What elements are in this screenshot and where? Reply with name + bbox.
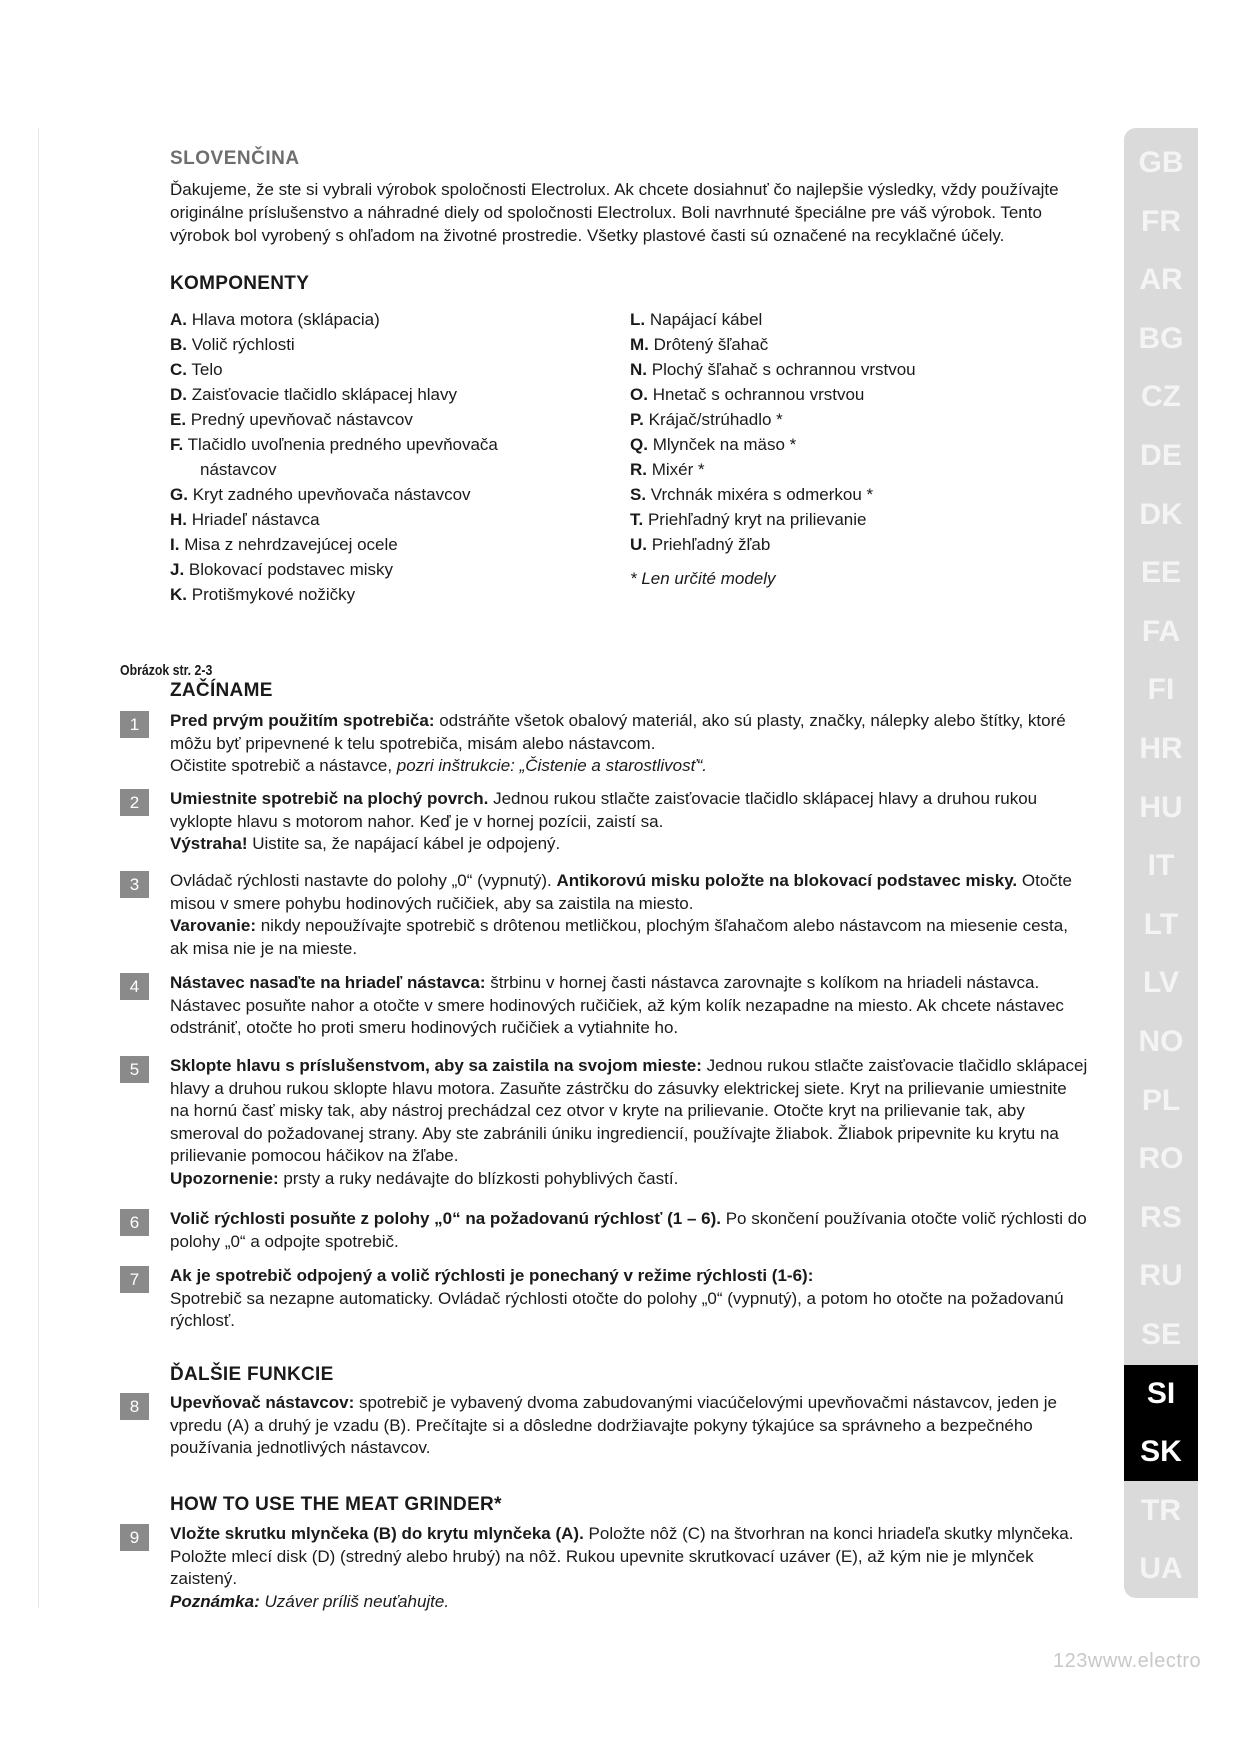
component-item xyxy=(630,507,1090,532)
component-item xyxy=(170,457,630,482)
component-letter: U. xyxy=(630,535,647,554)
language-tab-bg[interactable]: BG xyxy=(1138,321,1184,355)
component-letter: S. xyxy=(630,485,647,504)
component-name: Kryt zadného upevňovača nástavcov xyxy=(192,485,471,504)
component-name: Priehľadný kryt na prilievanie xyxy=(647,510,867,529)
step-number-badge: 6 xyxy=(120,1209,149,1236)
step-body: Jednou rukou stlačte zaisťovacie tlačidlo sklápacej hlavy a druhou rukou sklopte hlavu motora. Zasuňte zástrčku do zásuvky elektrickej siete. Kryt na prilievanie umiestnite na hornú časť misky tak, aby nástroj prechádzal cez otvor v kryte na prilievanie. Otočte kryt na prilievanie tak, aby smeroval do požadovanej strany. Aby ste zabránili úniku ingrediencií, používajte žliabok. Žliabok pripevnite ku krytu na prilievanie pomocou háčikov na žľabe. xyxy=(170,1056,1088,1165)
language-tab-hu[interactable]: HU xyxy=(1139,790,1183,824)
component-item xyxy=(630,482,1090,507)
step-number-badge: 9 xyxy=(120,1524,149,1551)
component-name: Plochý šľahač s ochrannou vrstvou xyxy=(651,360,916,379)
component-letter: H. xyxy=(170,510,187,529)
step-body: Jednou rukou stlačte zaisťovacie tlačidlo sklápacej hlavy a druhou rukou vyklopte hlavu s motorom nahor. Keď je v hornej pozícii, zaistí sa. xyxy=(170,789,1038,831)
component-name: Vrchnák mixéra s odmerkou * xyxy=(650,485,874,504)
step-note-label: Výstraha! xyxy=(170,834,248,853)
step-note-label: Varovanie: xyxy=(170,916,256,935)
component-item xyxy=(630,457,1090,482)
step-number-badge: 4 xyxy=(120,973,149,1000)
step-paragraph xyxy=(170,1523,1090,1591)
component-item xyxy=(170,532,630,557)
step-paragraph xyxy=(170,755,1090,778)
language-tab-ar[interactable]: AR xyxy=(1139,263,1183,297)
step-number-badge: 5 xyxy=(120,1056,149,1083)
step-title: Upevňovač nástavcov: xyxy=(170,1393,355,1412)
component-item xyxy=(170,507,630,532)
step-number-badge: 7 xyxy=(120,1266,149,1293)
component-name: Drôtený šľahač xyxy=(653,335,769,354)
step-number-badge: 8 xyxy=(120,1393,149,1420)
step-number-badge: 1 xyxy=(120,711,149,738)
step-note-text: Spotrebič sa nezapne automaticky. Ovládač rýchlosti otočte do polohy „0“ (vypnutý), a potom ho otočte na požadovanú rýchlosť. xyxy=(170,1288,1064,1330)
step-title: Volič rýchlosti posuňte z polohy „0“ na požadovanú rýchlosť (1 – 6). xyxy=(170,1209,721,1228)
component-name: Volič rýchlosti xyxy=(191,335,295,354)
component-name: Blokovací podstavec misky xyxy=(188,560,394,579)
step-text xyxy=(170,1265,1090,1333)
language-tab-hr[interactable]: HR xyxy=(1139,732,1183,765)
component-letter: T. xyxy=(630,510,644,529)
language-heading: SLOVENČINA xyxy=(170,148,300,169)
step-paragraph xyxy=(170,870,1090,915)
language-tab-no[interactable]: NO xyxy=(1138,1025,1184,1058)
language-tab-rs[interactable]: RS xyxy=(1140,1200,1182,1234)
language-tab-dk[interactable]: DK xyxy=(1139,497,1183,531)
step-text xyxy=(170,710,1090,778)
step-body: Po skončení používania otočte volič rýchlosti do polohy „0“ a odpojte spotrebič. xyxy=(170,1209,1087,1251)
figure-reference: Obrázok str. 2-3 xyxy=(120,662,213,679)
step-note xyxy=(170,1168,1090,1191)
component-letter: M. xyxy=(630,335,649,354)
step-text xyxy=(170,870,1090,960)
component-name: Zaisťovacie tlačidlo sklápacej hlavy xyxy=(191,385,458,404)
language-tabs xyxy=(1124,128,1198,1598)
language-tab-sk[interactable]: SK xyxy=(1124,1423,1198,1481)
component-item xyxy=(170,357,630,382)
component-name: Predný upevňovač nástavcov xyxy=(190,410,413,429)
intro-paragraph: Ďakujeme, že ste si vybrali výrobok spoločnosti Electrolux. Ak chcete dosiahnuť čo najlepšie výsledky, vždy používajte originálne príslušenstvo a náhradné diely od spoločnosti Electrolux. Boli navrhnuté špeciálne pre váš výrobok. Tento výrobok bol vyrobený s ohľadom na životné prostredie. Všetky plastové časti sú označené na recyklačné účely. xyxy=(170,180,1059,245)
component-letter: I. xyxy=(170,535,180,554)
meat-grinder-heading: HOW TO USE THE MEAT GRINDER* xyxy=(170,1494,502,1515)
components-list xyxy=(170,307,1090,607)
component-name: Napájací kábel xyxy=(649,310,763,329)
component-item xyxy=(170,407,630,432)
component-letter: P. xyxy=(630,410,644,429)
step-text xyxy=(170,1523,1090,1613)
language-tab-si[interactable]: SI xyxy=(1124,1365,1198,1423)
component-item xyxy=(630,332,1090,357)
language-tab-se[interactable]: SE xyxy=(1140,1318,1182,1351)
component-letter: B. xyxy=(170,335,187,354)
step-title: Umiestnite spotrebič na plochý povrch. xyxy=(170,789,489,808)
language-tab-tr[interactable]: TR xyxy=(1141,1493,1181,1527)
component-letter: Q. xyxy=(630,435,648,454)
step-paragraph xyxy=(170,1055,1090,1168)
step-text xyxy=(170,1392,1090,1460)
component-letter: O. xyxy=(630,385,648,404)
component-letter: F. xyxy=(170,435,184,454)
language-tab-ee[interactable]: EE xyxy=(1140,556,1182,590)
step-body: Očistite spotrebič a nástavce, xyxy=(170,756,397,775)
intro-block xyxy=(170,148,1090,607)
component-item xyxy=(170,307,630,332)
step-note xyxy=(170,1288,1090,1333)
step-number-badge: 3 xyxy=(120,871,149,898)
language-tab-pl[interactable]: PL xyxy=(1141,1083,1181,1117)
language-tab-de[interactable]: DE xyxy=(1140,439,1182,472)
components-heading: KOMPONENTY xyxy=(170,273,310,294)
step-note xyxy=(170,915,1090,960)
component-name: Hnetač s ochrannou vrstvou xyxy=(652,385,865,404)
language-tab-cz[interactable]: CZ xyxy=(1141,380,1181,414)
component-name: Priehľadný žľab xyxy=(651,535,771,554)
component-letter: D. xyxy=(170,385,187,404)
step-note-text: Uzáver príliš neuťahujte. xyxy=(259,1591,450,1611)
step-text xyxy=(170,972,1090,1040)
component-item xyxy=(170,557,630,582)
component-item xyxy=(170,432,630,457)
step-body: spotrebič je vybavený dvoma zabudovanými viacúčelovými upevňovačmi nástavcov, jeden je vpredu (A) a druhý je vzadu (B). Prečítajte si a dôsledne dodržiavajte pokyny týkajúce sa správneho a bezpečného používania jednotlivých nástavcov. xyxy=(170,1393,1057,1457)
component-name: Mixér * xyxy=(651,460,705,479)
component-letter: L. xyxy=(630,310,646,329)
component-item xyxy=(630,307,1090,332)
step-title: Nástavec nasaďte na hriadeľ nástavca: xyxy=(170,973,486,992)
component-letter: G. xyxy=(170,485,188,504)
components-left-column xyxy=(170,307,630,607)
component-name: Hlava motora (sklápacia) xyxy=(191,310,380,329)
component-name: Krájač/strúhadlo * xyxy=(648,410,783,429)
component-name: nástavcov xyxy=(200,460,277,479)
component-name: Tlačidlo uvoľnenia predného upevňovača xyxy=(187,435,498,454)
language-tab-ua[interactable]: UA xyxy=(1139,1552,1183,1586)
language-tab-fr[interactable]: FR xyxy=(1141,204,1181,238)
step-body: štrbinu v hornej časti nástavca zarovnajte s kolíkom na hriadeli nástavca. Nástavec posuňte nahor a otočte v smere hodinových ručičiek, až kým kolík nezapadne na miesto. Ak chcete nástavec odstrániť, otočte ho proti smeru hodinových ručičiek a vytiahnite ho. xyxy=(170,973,1064,1037)
step-note-label: Upozornenie: xyxy=(170,1168,279,1188)
step-note xyxy=(170,1591,1090,1614)
step-text xyxy=(170,1208,1090,1253)
step-body: Otočte misou v smere pohybu hodinových ručičiek, aby sa zaistila na miesto. xyxy=(170,871,1072,913)
component-name: Telo xyxy=(191,360,223,379)
language-tab-gb[interactable]: GB xyxy=(1138,146,1184,179)
step-note xyxy=(170,833,1090,856)
component-item xyxy=(630,382,1090,407)
step-text xyxy=(170,1055,1090,1190)
language-tab-lt[interactable]: LT xyxy=(1143,907,1179,941)
step-title: Sklopte hlavu s príslušenstvom, aby sa zaistila na svojom mieste: xyxy=(170,1056,702,1075)
component-name: Mlynček na mäso * xyxy=(652,435,797,454)
step-reference: pozri inštrukcie: „Čistenie a starostlivosť“. xyxy=(396,756,708,775)
component-item xyxy=(630,407,1090,432)
component-item xyxy=(630,432,1090,457)
language-tab-fa[interactable]: FA xyxy=(1141,614,1181,648)
step-intro-text: Ovládač rýchlosti nastavte do polohy „0“ (vypnutý). xyxy=(170,871,557,890)
component-name: Hriadeľ nástavca xyxy=(191,510,320,529)
language-tab-ru[interactable]: RU xyxy=(1139,1259,1183,1293)
step-body: odstráňte všetok obalový materiál, ako sú plasty, značky, nálepky alebo štítky, ktoré môžu byť pripevnené k telu spotrebiča, misám alebo nástavcom. xyxy=(170,711,1066,753)
component-letter: N. xyxy=(630,360,647,379)
language-tab-lv[interactable]: LV xyxy=(1142,966,1180,1000)
page-margin-rule xyxy=(38,128,39,1608)
step-note-text: Uistite sa, že napájací kábel je odpojený. xyxy=(247,834,561,853)
component-item xyxy=(170,332,630,357)
step-title: Ak je spotrebič odpojený a volič rýchlosti je ponechaný v režime rýchlosti (1-6): xyxy=(170,1266,814,1285)
step-number-badge: 2 xyxy=(120,789,149,816)
component-letter: R. xyxy=(630,460,647,479)
language-tab-ro[interactable]: RO xyxy=(1138,1142,1184,1176)
step-note-text: prsty a ruky nedávajte do blízkosti pohyblivých častí. xyxy=(278,1168,679,1188)
step-title: Pred prvým použitím spotrebiča: xyxy=(170,711,435,730)
language-tab-fi[interactable]: FI xyxy=(1147,673,1175,707)
step-note-label: Poznámka: xyxy=(170,1591,260,1611)
step-paragraph xyxy=(170,1265,1090,1288)
step-title: Antikorovú misku položte na blokovací podstavec misky. xyxy=(556,871,1018,890)
step-paragraph xyxy=(170,788,1090,833)
component-letter: A. xyxy=(170,310,187,329)
components-right-column xyxy=(630,307,1090,607)
watermark: 123www.electro xyxy=(1053,1650,1202,1672)
component-letter: E. xyxy=(170,410,187,429)
models-footnote: * Len určité modely xyxy=(630,569,776,588)
step-note-text: nikdy nepoužívajte spotrebič s drôtenou metličkou, plochým šľahačom alebo nástavcom na miesenie cesta, ak misa nie je na mieste. xyxy=(170,916,1068,958)
component-letter: C. xyxy=(170,360,187,379)
component-item xyxy=(170,382,630,407)
component-name: Protišmykové nožičky xyxy=(191,585,356,604)
component-name: Misa z nehrdzavejúcej ocele xyxy=(184,535,398,554)
component-item xyxy=(170,582,630,607)
step-body: Položte nôž (C) na štvorhran na konci hriadeľa skutky mlynčeka. Položte mlecí disk (D) (stredný alebo hrubý) na nôž. Rukou upevnite skrutkovací uzáver (E), až kým nie je mlynček zaistený. xyxy=(170,1524,1074,1588)
component-item xyxy=(170,482,630,507)
step-paragraph xyxy=(170,1208,1090,1253)
more-functions-heading: ĎALŠIE FUNKCIE xyxy=(170,1364,334,1385)
step-paragraph xyxy=(170,710,1090,755)
step-text xyxy=(170,788,1090,856)
language-tab-it[interactable]: IT xyxy=(1147,849,1175,883)
component-item xyxy=(630,532,1090,557)
component-letter: K. xyxy=(170,585,187,604)
step-title: Vložte skrutku mlynčeka (B) do krytu mlynčeka (A). xyxy=(170,1524,584,1543)
step-paragraph xyxy=(170,972,1090,1040)
component-letter: J. xyxy=(170,560,185,579)
getting-started-heading: ZAČÍNAME xyxy=(170,680,273,701)
component-item xyxy=(630,357,1090,382)
step-paragraph xyxy=(170,1392,1090,1460)
